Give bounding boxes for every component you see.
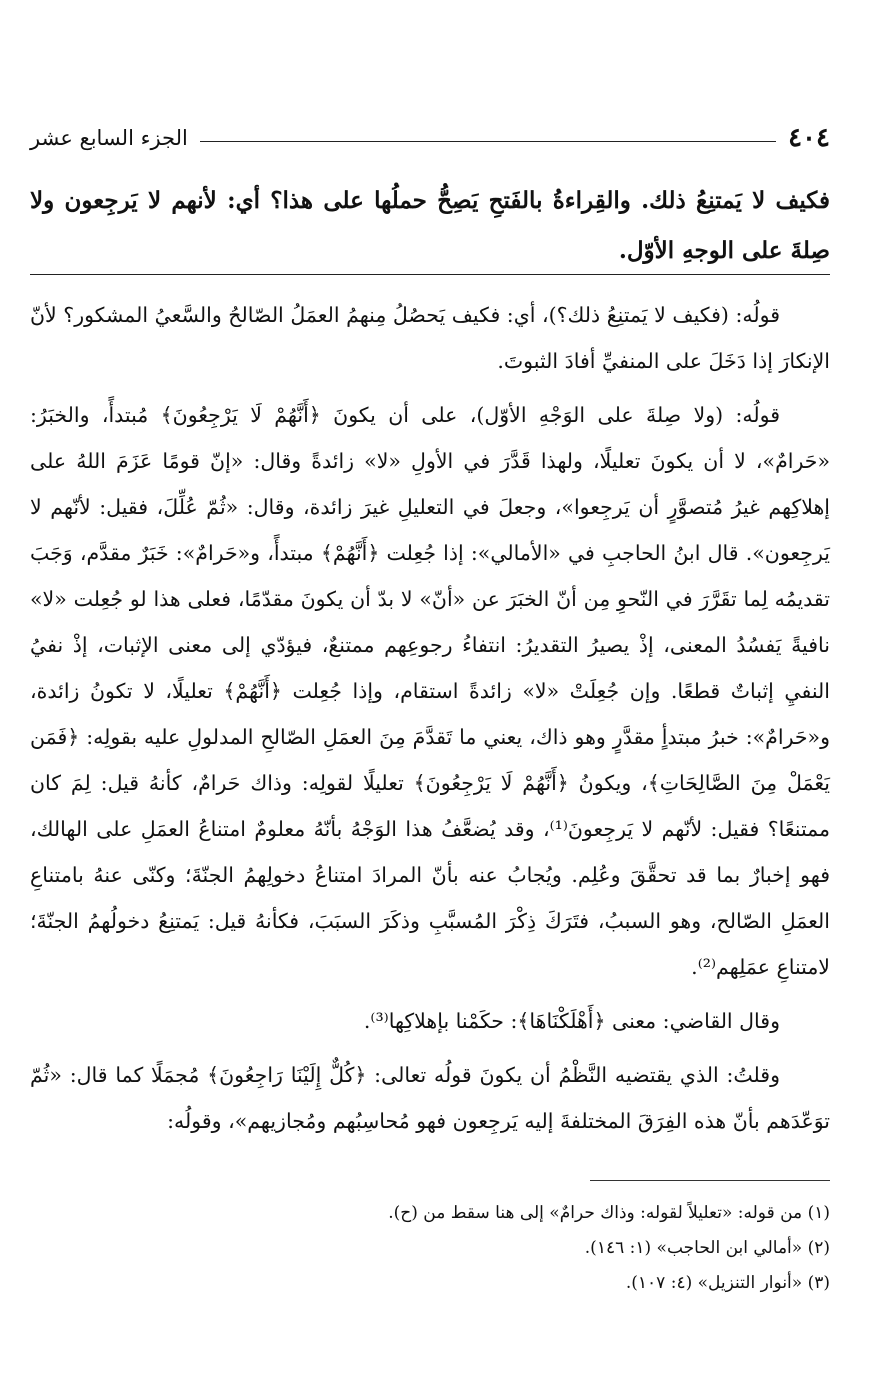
footnote: (٣) «أنوار التنزيل» (٤: ١٠٧). (625, 1273, 830, 1293)
running-header (30, 118, 830, 158)
footnote: (٢) «أمالي ابن الحاجب» (١: ١٤٦). (584, 1238, 830, 1258)
footnote-divider (590, 1180, 830, 1181)
paragraph: قولُه: (فكيف لا يَمتنِعُ ذلك؟)، أي: فكيف يَحصُلُ مِنهمُ العمَلُ الصّالحُ والسَّعيُ المشكور؟ لأنّ الإنكارَ إذا دَخَلَ على المنفيِّ أفادَ الثبوتَ. (30, 303, 830, 373)
matn-text: فكيف لا يَمتنِعُ ذلك. والقِراءةُ بالفَتحِ يَصِحُّ حملُها على هذا؟ أي: لأنهم لا يَرجِعون ولا صِلةَ على الوجهِ الأوّل. (30, 187, 830, 264)
footnote: (١) من قوله: «تعليلاً لقوله: وذاك حرامٌ» إلى هنا سقط من (ح). (388, 1203, 830, 1223)
paragraph: وقال القاضي: معنى ﴿أَهْلَكْنَاهَا﴾: حكَمْنا بإهلاكِها⁽³⁾. (363, 1009, 780, 1033)
commentary-body (30, 292, 830, 1152)
paragraph: وقلتُ: الذي يقتضيه النَّظْمُ أن يكونَ قولُه تعالى: ﴿كُلٌّ إِلَيْنَا رَاجِعُونَ﴾ مُجمَلًا كما قال: «ثُمّ توَعّدَهم بأنّ هذه الفِرَقَ المختلفةَ إليه يَرجِعون فهو مُحاسِبُهم ومُجازيهم»، وقولُه: (30, 1063, 830, 1133)
footnotes (30, 1196, 830, 1301)
book-title: الجزء السابع عشر (30, 126, 188, 150)
paragraph: قولُه: (ولا صِلةَ على الوَجْهِ الأوّل)، على أن يكونَ ﴿أَنَّهُمْ لَا يَرْجِعُونَ﴾ مُبتدأً، والخبَرُ: «حَرامٌ»، لا أن يكونَ تعليلًا، ولهذا قَدَّرَ في الأولِ «لا» زائدةً وقال: «إنّ قومًا عَزَمَ اللهُ على إهلاكِهم غيرُ مُتصوَّرٍ أن يَرجِعوا»، وجعلَ في التعليلِ غيرَ زائدة، وقال: «ثُمّ عُلِّلَ، فقيل: لأنّهم لا يَرجِعون». قال ابنُ الحاجبِ في «الأمالي»: إذا جُعِلت ﴿أَنَّهُمْ﴾ مبتدأً، و«حَرامٌ»: خَبَرٌ مقدَّم، وَجَبَ تقديمُه لِما تقَرَّرَ في النّحوِ مِن أنّ الخبَرَ عن «أنّ» لا بدّ أن يكونَ مقدّمًا، فعلى هذا لو جُعِلت «لا» نافيةً يَفسُدُ المعنى، إذْ يصيرُ التقديرُ: انتفاءُ رجوعِهم ممتنعٌ، فيؤدّي إلى معنى الإثبات، إذْ نفيُ النفيِ إثباتٌ قطعًا. وإن جُعِلَتْ «لا» زائدةً استقام، وإذا جُعِلت ﴿أَنَّهُمْ﴾ تعليلًا، لا تكونُ زائدة، و«حَرامٌ»: خبرُ مبتدأٍ مقدَّرٍ وهو ذاك، يعني ما تَقدَّمَ مِنَ العمَلِ الصّالحِ المدلولِ عليه بقولِه: ﴿فَمَن يَعْمَلْ مِنَ الصَّالِحَاتِ﴾، ويكونُ ﴿أَنَّهُمْ لَا يَرْجِعُونَ﴾ تعليلًا لقولِه: وذاك حَرامٌ، كأنهُ قيل: لِمَ كان ممتنعًا؟ فقيل: لأنّهم لا يَرجِعونَ⁽¹⁾، وقد يُضعَّفُ هذا الوَجْهُ بأنّهُ معلومٌ امتناعُ العمَلِ على الهالك، فهو إخبارٌ بما قد تحقَّقَ وعُلِم. ويُجابُ عنه بأنّ المرادَ امتناعُ دخولِهمُ الجنّةَ؛ وكنّى عنهُ بامتناعِ العمَلِ الصّالح، وهو السببُ، فتَرَكَ ذِكْرَ المُسبَّبِ وذكَرَ السبَبَ، فكأنهُ قيل: يَمتنِعُ دخولُهمُ الجنّةَ؛ لامتناعِ عمَلِهم⁽²⁾. (30, 403, 830, 979)
page-number: ٤٠٤ (788, 123, 830, 153)
matn-divider (30, 274, 830, 275)
header-rule (200, 141, 776, 142)
